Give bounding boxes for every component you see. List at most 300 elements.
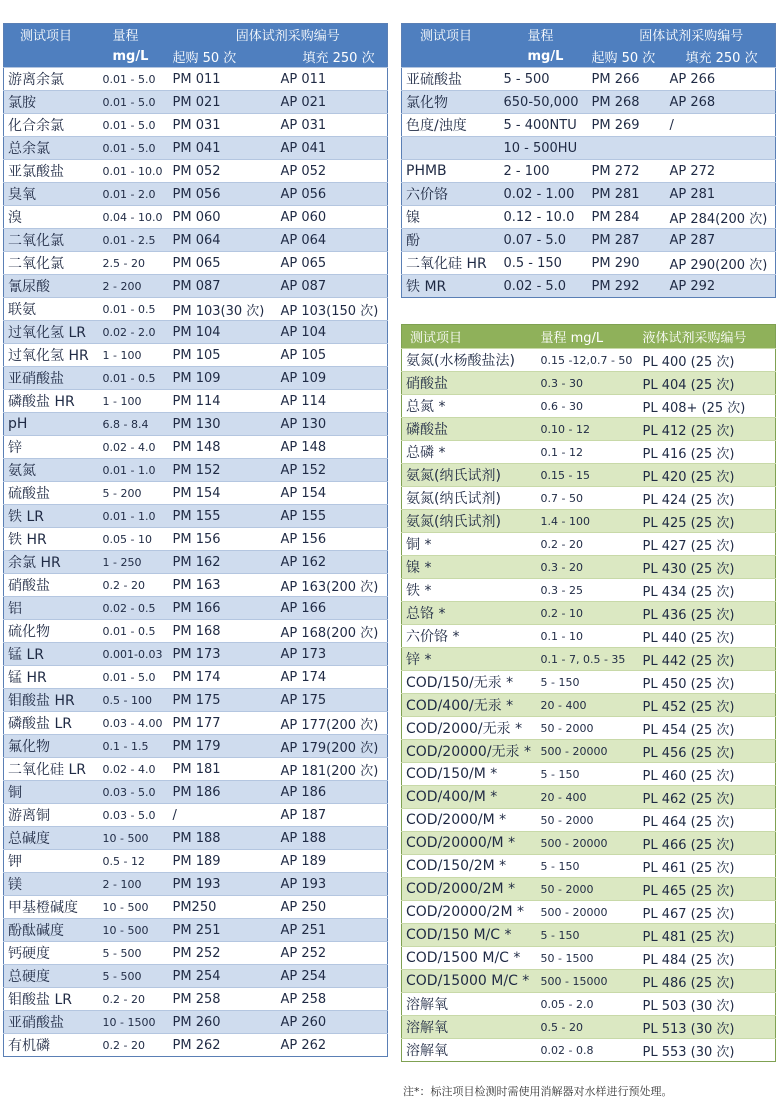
code-cell: PL 430 (25 次) xyxy=(639,556,776,579)
table-row xyxy=(4,298,388,321)
code-cell: AP 064 xyxy=(277,229,388,252)
range-cell: 0.2 - 20 xyxy=(99,1034,169,1057)
table-row xyxy=(402,947,776,970)
item-cell: 色度/浊度 xyxy=(402,114,500,137)
code-cell: AP 262 xyxy=(277,1034,388,1057)
code-cell: PM 177 xyxy=(169,712,277,735)
code-cell: PM 175 xyxy=(169,689,277,712)
code-cell: PL 460 (25 次) xyxy=(639,763,776,786)
code-cell: AP 105 xyxy=(277,344,388,367)
range-cell: 0.3 - 30 xyxy=(537,372,639,395)
code-cell: PL 442 (25 次) xyxy=(639,648,776,671)
code-cell: PM 156 xyxy=(169,528,277,551)
range-cell: 5 - 500 xyxy=(99,965,169,988)
code-cell: PM 262 xyxy=(169,1034,277,1057)
item-cell: 六价铬 * xyxy=(402,625,537,648)
code-cell: PM 181 xyxy=(169,758,277,781)
code-cell: PM 103(30 次) xyxy=(169,298,277,321)
range-cell: 650-50,000 xyxy=(500,91,588,114)
code-cell: AP 284(200 次) xyxy=(666,206,776,229)
code-cell: PL 416 (25 次) xyxy=(639,441,776,464)
range-cell: 20 - 400 xyxy=(537,786,639,809)
item-cell: 有机磷 xyxy=(4,1034,99,1057)
code-cell: PM 166 xyxy=(169,597,277,620)
item-cell: 余氯 HR xyxy=(4,551,99,574)
item-cell: 亚氯酸盐 xyxy=(4,160,99,183)
range-cell: 0.5 - 20 xyxy=(537,1016,639,1039)
item-cell: 锰 HR xyxy=(4,666,99,689)
table-row xyxy=(4,827,388,850)
code-cell: PM 179 xyxy=(169,735,277,758)
table-row xyxy=(4,344,388,367)
code-cell: AP 181(200 次) xyxy=(277,758,388,781)
range-cell: 0.1 - 7, 0.5 - 35 xyxy=(537,648,639,671)
table-row xyxy=(4,528,388,551)
table-row xyxy=(4,781,388,804)
code-cell: PM 087 xyxy=(169,275,277,298)
footnote: 注*：标注项目检测时需使用消解器对水样进行预处理。 xyxy=(403,1085,673,1098)
code-cell: AP 179(200 次) xyxy=(277,735,388,758)
code-cell: PM 252 xyxy=(169,942,277,965)
range-cell: 500 - 15000 xyxy=(537,970,639,993)
table-row xyxy=(402,349,776,372)
range-cell: 0.2 - 20 xyxy=(99,574,169,597)
code-cell: PM 109 xyxy=(169,367,277,390)
code-cell: AP 021 xyxy=(277,91,388,114)
item-cell: 酚 xyxy=(402,229,500,252)
item-cell: 硝酸盐 xyxy=(4,574,99,597)
code-cell: PM 268 xyxy=(588,91,666,114)
code-cell xyxy=(588,137,666,160)
code-cell: PL 467 (25 次) xyxy=(639,901,776,924)
item-cell: COD/150 M/C * xyxy=(402,924,537,947)
code-cell: PM 056 xyxy=(169,183,277,206)
range-cell: 10 - 500HU xyxy=(500,137,588,160)
liquid-reagent-table xyxy=(401,324,776,1062)
item-cell: COD/150/无汞 * xyxy=(402,671,537,694)
code-cell: PM 174 xyxy=(169,666,277,689)
range-cell: 0.10 - 12 xyxy=(537,418,639,441)
code-cell: PM 114 xyxy=(169,390,277,413)
code-cell: PL 465 (25 次) xyxy=(639,878,776,901)
range-cell: 0.5 - 100 xyxy=(99,689,169,712)
item-cell: 磷酸盐 HR xyxy=(4,390,99,413)
item-cell: 总碱度 xyxy=(4,827,99,850)
item-cell: COD/2000/2M * xyxy=(402,878,537,901)
code-cell: PM 173 xyxy=(169,643,277,666)
table-row xyxy=(402,993,776,1016)
item-cell: COD/15000 M/C * xyxy=(402,970,537,993)
code-cell: PL 553 (30 次) xyxy=(639,1039,776,1062)
code-cell: AP 251 xyxy=(277,919,388,942)
range-cell: 1 - 250 xyxy=(99,551,169,574)
code-cell: PM 060 xyxy=(169,206,277,229)
code-cell: AP 148 xyxy=(277,436,388,459)
item-cell: 锌 xyxy=(4,436,99,459)
item-cell: 亚硫酸盐 xyxy=(402,68,500,91)
item-cell: 硝酸盐 xyxy=(402,372,537,395)
code-cell: AP 041 xyxy=(277,137,388,160)
code-cell: PL 456 (25 次) xyxy=(639,740,776,763)
item-cell: COD/400/无汞 * xyxy=(402,694,537,717)
code-cell: PL 425 (25 次) xyxy=(639,510,776,533)
code-cell: AP 175 xyxy=(277,689,388,712)
range-cell: 6.8 - 8.4 xyxy=(99,413,169,436)
range-cell: 0.02 - 4.0 xyxy=(99,436,169,459)
table-row xyxy=(402,510,776,533)
code-cell: PL 408+ (25 次) xyxy=(639,395,776,418)
code-cell: AP 258 xyxy=(277,988,388,1011)
code-cell: AP 189 xyxy=(277,850,388,873)
table-row xyxy=(402,160,776,183)
table-row xyxy=(402,740,776,763)
table-row xyxy=(4,183,388,206)
code-cell: AP 087 xyxy=(277,275,388,298)
table-row xyxy=(4,896,388,919)
range-cell: 5 - 150 xyxy=(537,855,639,878)
item-cell: 镍 xyxy=(402,206,500,229)
range-cell: 0.1 - 1.5 xyxy=(99,735,169,758)
range-cell: 0.6 - 30 xyxy=(537,395,639,418)
table-row xyxy=(402,68,776,91)
code-cell: AP 272 xyxy=(666,160,776,183)
item-cell: 溶解氧 xyxy=(402,1016,537,1039)
item-cell: COD/1500 M/C * xyxy=(402,947,537,970)
item-cell: 氰尿酸 xyxy=(4,275,99,298)
table-row xyxy=(4,620,388,643)
code-cell: PM 258 xyxy=(169,988,277,1011)
table-row xyxy=(4,482,388,505)
range-cell: 0.01 - 10.0 xyxy=(99,160,169,183)
item-cell: COD/150/2M * xyxy=(402,855,537,878)
code-cell: PM 272 xyxy=(588,160,666,183)
range-cell: 0.01 - 0.5 xyxy=(99,620,169,643)
range-cell: 0.2 - 10 xyxy=(537,602,639,625)
item-cell: 亚硝酸盐 xyxy=(4,367,99,390)
range-cell: 50 - 1500 xyxy=(537,947,639,970)
table-row xyxy=(4,206,388,229)
item-cell: 硫酸盐 xyxy=(4,482,99,505)
table-row xyxy=(402,275,776,298)
code-cell: AP 292 xyxy=(666,275,776,298)
code-cell: PM 105 xyxy=(169,344,277,367)
range-cell: 10 - 1500 xyxy=(99,1011,169,1034)
range-cell: 0.07 - 5.0 xyxy=(500,229,588,252)
code-cell: PM 065 xyxy=(169,252,277,275)
item-cell: 过氧化氢 HR xyxy=(4,344,99,367)
table-row xyxy=(402,183,776,206)
table-row xyxy=(402,763,776,786)
code-cell: PM 284 xyxy=(588,206,666,229)
table-row xyxy=(4,321,388,344)
code-cell: PM 052 xyxy=(169,160,277,183)
item-cell: COD/400/M * xyxy=(402,786,537,809)
table-row xyxy=(4,252,388,275)
item-cell: 镁 xyxy=(4,873,99,896)
table-row xyxy=(402,91,776,114)
code-cell: AP 168(200 次) xyxy=(277,620,388,643)
range-cell: 0.01 - 1.0 xyxy=(99,459,169,482)
range-cell: 0.5 - 12 xyxy=(99,850,169,873)
code-cell: PM 148 xyxy=(169,436,277,459)
range-cell: 0.05 - 2.0 xyxy=(537,993,639,1016)
item-cell: 联氨 xyxy=(4,298,99,321)
range-cell: 0.05 - 10 xyxy=(99,528,169,551)
code-cell: AP 166 xyxy=(277,597,388,620)
table-row xyxy=(402,1016,776,1039)
code-cell: PM 266 xyxy=(588,68,666,91)
table-row xyxy=(402,832,776,855)
item-cell: 铁 LR xyxy=(4,505,99,528)
range-cell: 0.01 - 1.0 xyxy=(99,505,169,528)
item-cell: 硫化物 xyxy=(4,620,99,643)
code-cell: AP 156 xyxy=(277,528,388,551)
table-row xyxy=(402,901,776,924)
code-cell: PM 152 xyxy=(169,459,277,482)
code-cell: AP 060 xyxy=(277,206,388,229)
header-range: 量程 xyxy=(500,24,588,46)
code-cell: PM 251 xyxy=(169,919,277,942)
table-row xyxy=(402,579,776,602)
item-cell: 铜 xyxy=(4,781,99,804)
table-row xyxy=(4,689,388,712)
table-row xyxy=(4,413,388,436)
table-row xyxy=(4,965,388,988)
table-row xyxy=(402,464,776,487)
range-cell: 0.02 - 5.0 xyxy=(500,275,588,298)
item-cell: 氨氮(纳氏试剂) xyxy=(402,510,537,533)
code-cell: PM 290 xyxy=(588,252,666,275)
code-cell: PL 434 (25 次) xyxy=(639,579,776,602)
item-cell: 氨氮 xyxy=(4,459,99,482)
code-cell: AP 174 xyxy=(277,666,388,689)
item-cell: 铁 HR xyxy=(4,528,99,551)
table-row xyxy=(402,970,776,993)
item-cell: 二氧化氯 xyxy=(4,252,99,275)
range-cell: 0.02 - 4.0 xyxy=(99,758,169,781)
code-cell: AP 162 xyxy=(277,551,388,574)
range-cell: 0.2 - 20 xyxy=(99,988,169,1011)
range-cell: 5 - 150 xyxy=(537,924,639,947)
table-row xyxy=(4,735,388,758)
table-row xyxy=(4,367,388,390)
range-cell: 10 - 500 xyxy=(99,896,169,919)
item-cell: 氨氮(纳氏试剂) xyxy=(402,464,537,487)
code-cell: AP 177(200 次) xyxy=(277,712,388,735)
code-cell: PL 412 (25 次) xyxy=(639,418,776,441)
table-row xyxy=(402,533,776,556)
code-cell: PL 466 (25 次) xyxy=(639,832,776,855)
range-cell: 1 - 100 xyxy=(99,344,169,367)
item-cell: 锌 * xyxy=(402,648,537,671)
item-cell: COD/2000/无汞 * xyxy=(402,717,537,740)
code-cell: AP 260 xyxy=(277,1011,388,1034)
range-cell: 0.02 - 0.8 xyxy=(537,1039,639,1062)
code-cell: AP 186 xyxy=(277,781,388,804)
header-item: 测试项目 xyxy=(402,24,500,46)
range-cell: 0.01 - 5.0 xyxy=(99,68,169,91)
item-cell: 总铬 * xyxy=(402,602,537,625)
table-row xyxy=(4,574,388,597)
item-cell: 过氧化氢 LR xyxy=(4,321,99,344)
code-cell: PM 155 xyxy=(169,505,277,528)
table-row xyxy=(4,712,388,735)
item-cell: 游离余氯 xyxy=(4,68,99,91)
header-group: 固体试剂采购编号 xyxy=(169,24,388,46)
item-cell: 臭氧 xyxy=(4,183,99,206)
header-range: 量程 xyxy=(99,24,169,46)
code-cell: PM 254 xyxy=(169,965,277,988)
code-cell: PL 484 (25 次) xyxy=(639,947,776,970)
range-cell: 20 - 400 xyxy=(537,694,639,717)
table-row xyxy=(402,252,776,275)
range-cell: 50 - 2000 xyxy=(537,878,639,901)
range-cell: 0.5 - 150 xyxy=(500,252,588,275)
code-cell: PM 011 xyxy=(169,68,277,91)
range-cell: 0.01 - 2.5 xyxy=(99,229,169,252)
range-cell: 0.03 - 5.0 xyxy=(99,781,169,804)
code-cell: PM 041 xyxy=(169,137,277,160)
range-cell: 0.01 - 5.0 xyxy=(99,137,169,160)
range-cell: 5 - 200 xyxy=(99,482,169,505)
table-row xyxy=(402,809,776,832)
table-row xyxy=(4,1011,388,1034)
table-row xyxy=(4,988,388,1011)
item-cell xyxy=(402,137,500,160)
range-cell: 10 - 500 xyxy=(99,919,169,942)
code-cell: AP 065 xyxy=(277,252,388,275)
code-cell: AP 056 xyxy=(277,183,388,206)
code-cell: PL 462 (25 次) xyxy=(639,786,776,809)
table-row xyxy=(4,804,388,827)
code-cell: PM 154 xyxy=(169,482,277,505)
code-cell: PL 400 (25 次) xyxy=(639,349,776,372)
item-cell: 氨氮(纳氏试剂) xyxy=(402,487,537,510)
table-row xyxy=(402,206,776,229)
code-cell: PM 269 xyxy=(588,114,666,137)
table-row xyxy=(4,505,388,528)
header-sub1: 起购 50 次 xyxy=(169,46,277,68)
code-cell: AP 011 xyxy=(277,68,388,91)
table-row xyxy=(402,717,776,740)
item-cell: 酚酞碱度 xyxy=(4,919,99,942)
code-cell: PL 436 (25 次) xyxy=(639,602,776,625)
table-row xyxy=(402,114,776,137)
item-cell: 溶解氧 xyxy=(402,1039,537,1062)
item-cell: 亚硝酸盐 xyxy=(4,1011,99,1034)
code-cell: AP 290(200 次) xyxy=(666,252,776,275)
range-cell: 5 - 150 xyxy=(537,671,639,694)
code-cell: AP 254 xyxy=(277,965,388,988)
range-cell: 0.15 -12,0.7 - 50 xyxy=(537,349,639,372)
code-cell: PL 424 (25 次) xyxy=(639,487,776,510)
code-cell: AP 155 xyxy=(277,505,388,528)
code-cell: PL 454 (25 次) xyxy=(639,717,776,740)
code-cell: PM 186 xyxy=(169,781,277,804)
table-row xyxy=(4,91,388,114)
header-sub2: 填充 250 次 xyxy=(277,46,388,68)
range-cell: 0.02 - 0.5 xyxy=(99,597,169,620)
range-cell: 0.001-0.03 xyxy=(99,643,169,666)
code-cell: PM 104 xyxy=(169,321,277,344)
range-cell: 0.3 - 25 xyxy=(537,579,639,602)
code-cell: PL 427 (25 次) xyxy=(639,533,776,556)
item-cell: 钙硬度 xyxy=(4,942,99,965)
code-cell: / xyxy=(666,114,776,137)
table-row xyxy=(402,855,776,878)
table-row xyxy=(402,625,776,648)
table-row xyxy=(402,137,776,160)
table-row xyxy=(4,390,388,413)
code-cell: AP 104 xyxy=(277,321,388,344)
code-cell: PL 450 (25 次) xyxy=(639,671,776,694)
table-row xyxy=(4,551,388,574)
code-cell: AP 188 xyxy=(277,827,388,850)
item-cell: 总氮 * xyxy=(402,395,537,418)
table-row xyxy=(402,878,776,901)
item-cell: 总余氯 xyxy=(4,137,99,160)
code-cell: PM 189 xyxy=(169,850,277,873)
code-cell: PL 440 (25 次) xyxy=(639,625,776,648)
range-cell: 0.04 - 10.0 xyxy=(99,206,169,229)
code-cell: PM 168 xyxy=(169,620,277,643)
code-cell: PM 188 xyxy=(169,827,277,850)
range-cell: 0.01 - 5.0 xyxy=(99,114,169,137)
header-unit: mg/L xyxy=(500,46,588,68)
item-cell: 镍 * xyxy=(402,556,537,579)
range-cell: 5 - 150 xyxy=(537,763,639,786)
item-cell: 氯胺 xyxy=(4,91,99,114)
code-cell: AP 031 xyxy=(277,114,388,137)
item-cell: 氯化物 xyxy=(402,91,500,114)
header-item: 测试项目 xyxy=(4,24,99,46)
table-row xyxy=(402,671,776,694)
item-cell: COD/150/M * xyxy=(402,763,537,786)
range-cell: 0.01 - 2.0 xyxy=(99,183,169,206)
code-cell: PM 130 xyxy=(169,413,277,436)
code-cell: AP 281 xyxy=(666,183,776,206)
code-cell: PM 193 xyxy=(169,873,277,896)
range-cell: 0.01 - 5.0 xyxy=(99,91,169,114)
range-cell: 2 - 100 xyxy=(500,160,588,183)
table-row xyxy=(4,229,388,252)
range-cell: 0.15 - 15 xyxy=(537,464,639,487)
code-cell: PL 503 (30 次) xyxy=(639,993,776,1016)
table-row xyxy=(402,648,776,671)
code-cell: PL 404 (25 次) xyxy=(639,372,776,395)
table-row xyxy=(402,418,776,441)
item-cell: 铁 MR xyxy=(402,275,500,298)
item-cell: 磷酸盐 LR xyxy=(4,712,99,735)
code-cell: PL 486 (25 次) xyxy=(639,970,776,993)
range-cell: 1.4 - 100 xyxy=(537,510,639,533)
table-row xyxy=(4,160,388,183)
table-row xyxy=(402,786,776,809)
range-cell: 50 - 2000 xyxy=(537,717,639,740)
item-cell: 氨氮(水杨酸盐法) xyxy=(402,349,537,372)
item-cell: COD/20000/无汞 * xyxy=(402,740,537,763)
code-cell: AP 163(200 次) xyxy=(277,574,388,597)
code-cell: PM 287 xyxy=(588,229,666,252)
item-cell: PHMB xyxy=(402,160,500,183)
range-cell: 10 - 500 xyxy=(99,827,169,850)
code-cell: PM 281 xyxy=(588,183,666,206)
range-cell: 5 - 400NTU xyxy=(500,114,588,137)
table-row xyxy=(402,372,776,395)
code-cell: PL 452 (25 次) xyxy=(639,694,776,717)
range-cell: 0.2 - 20 xyxy=(537,533,639,556)
item-cell: 磷酸盐 xyxy=(402,418,537,441)
